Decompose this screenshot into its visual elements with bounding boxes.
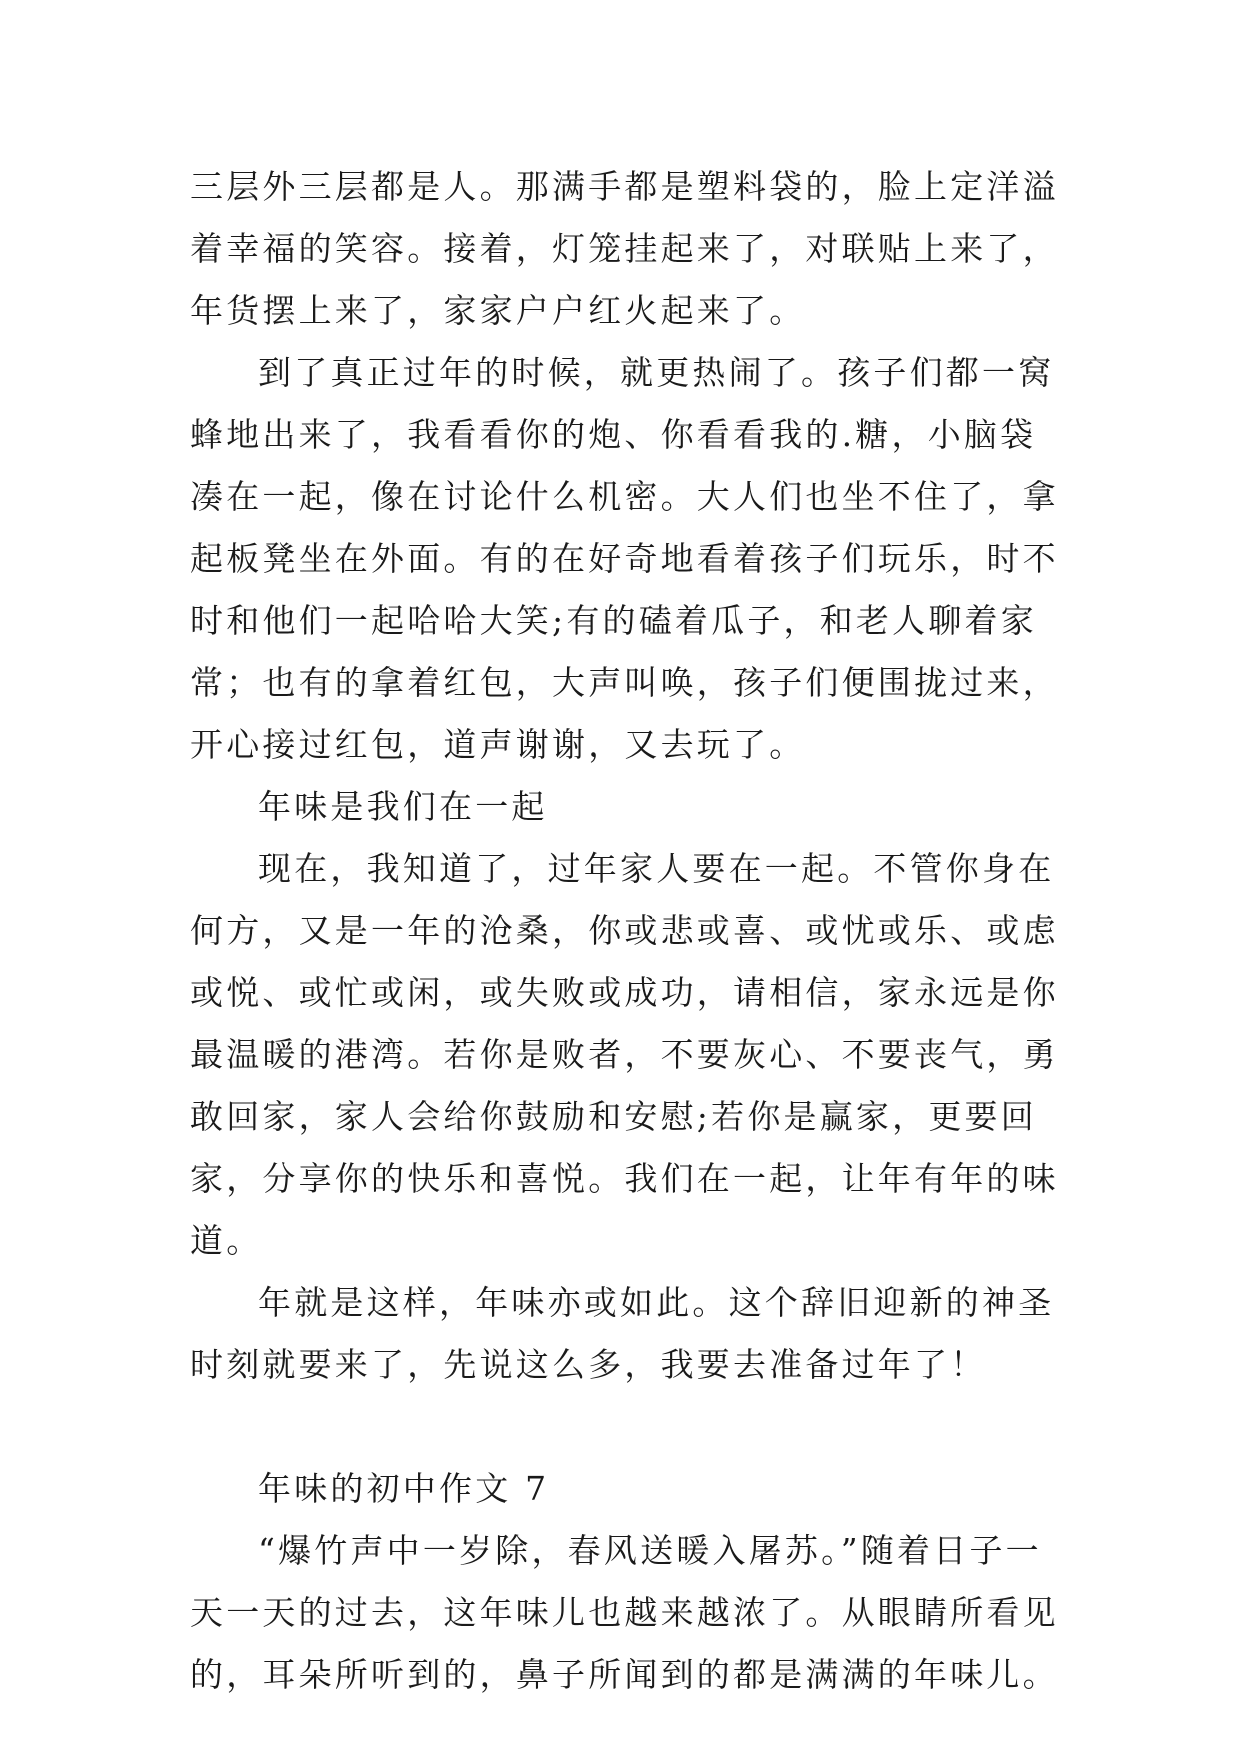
paragraph-2: 到了真正过年的时候，就更热闹了。孩子们都一窝蜂地出来了，我看看你的炮、你看看我的.糖，小脑袋凑在一起，像在讨论什么机密。大人们也坐不住了，拿起板凳坐在外面。有的在好奇地看着孩子们玩乐，时不时和他们一起哈哈大笑;有的磕着瓜子，和老人聊着家常；也有的拿着红包，大声叫唤，孩子们便围拢过来，开心接过红包，道声谢谢，又去玩了。: [190, 353, 1059, 764]
document-body: [190, 156, 1070, 1706]
paragraph-4: 年就是这样，年味亦或如此。这个辞旧迎新的神圣时刻就要来了，先说这么多，我要去准备过年了！: [190, 1283, 1055, 1384]
paragraph-3: 现在，我知道了，过年家人要在一起。不管你身在何方，又是一年的沧桑，你或悲或喜、或忧或乐、或虑或悦、或忙或闲，或失败或成功，请相信，家永远是你最温暖的港湾。若你是败者，不要灰心、不要丧气，勇敢回家，家人会给你鼓励和安慰;若你是赢家，更要回家，分享你的快乐和喜悦。我们在一起，让年有年的味道。: [190, 849, 1059, 1260]
paragraph-5: “爆竹声中一岁除，春风送暖入屠苏。”随着日子一天一天的过去，这年味儿也越来越浓了。从眼睛所看见的，耳朵所听到的，鼻子所闻到的都是满满的年味儿。: [190, 1531, 1059, 1694]
essay-title: 年味的初中作文 7: [258, 1469, 550, 1508]
paragraph-1: 三层外三层都是人。那满手都是塑料袋的，脸上定洋溢着幸福的笑容。接着，灯笼挂起来了，对联贴上来了，年货摆上来了，家家户户红火起来了。: [190, 167, 1059, 330]
blank-line: [190, 1396, 1070, 1458]
section-heading-1: 年味是我们在一起: [258, 787, 548, 826]
